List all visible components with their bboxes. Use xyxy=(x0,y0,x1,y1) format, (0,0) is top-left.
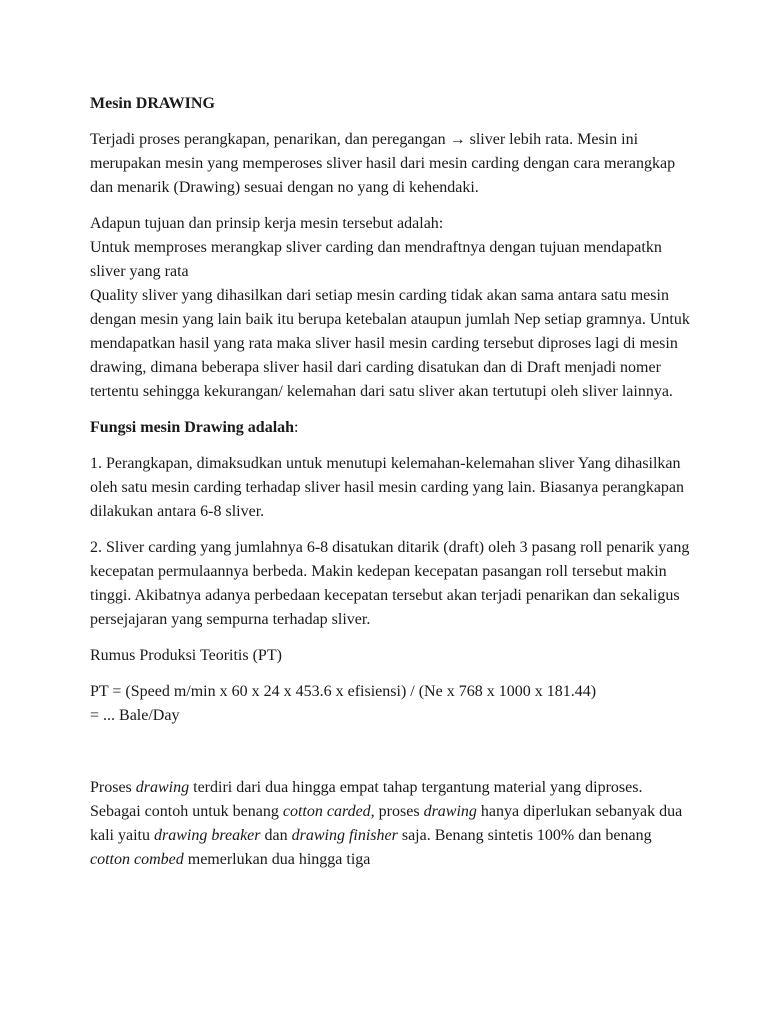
formula xyxy=(90,680,690,728)
document-page xyxy=(90,92,690,884)
function-heading-text: Fungsi mesin Drawing adalah xyxy=(90,419,295,436)
process-text: saja. Benang sintetis 100% dan benang xyxy=(397,827,652,844)
process-term: cotton combed xyxy=(90,851,184,868)
function-item-2: 2. Sliver carding yang jumlahnya 6-8 disatukan ditarik (draft) oleh 3 pasang roll penarik yang kecepatan permulaannya berbeda. Makin kedepan kecepatan pasangan roll tersebut makin tinggi. Akibatnya adanya perbedaan kecepatan tersebut akan terjadi penarikan dan sekaligus persejajaran yang sempurna terhadap sliver. xyxy=(90,539,690,628)
process-text: dan xyxy=(260,827,292,844)
purpose-line-1: Untuk memproses merangkap sliver carding dan mendraftnya dengan tujuan mendapatkn sliver yang rata xyxy=(90,239,662,280)
purpose-paragraph xyxy=(90,212,690,404)
formula-label: Rumus Produksi Teoritis (PT) xyxy=(90,647,282,664)
process-term: drawing xyxy=(423,803,477,820)
intro-paragraph: Terjadi proses perangkapan, penarikan, dan peregangan → sliver lebih rata. Mesin ini merupakan mesin yang memperoses sliver hasil dari mesin carding dengan cara merangkap dan menarik (Drawing) sesuai dengan no yang di kehendaki. xyxy=(90,131,676,196)
process-term: drawing finisher xyxy=(291,827,398,844)
process-text: Proses xyxy=(90,779,136,796)
function-heading-colon: : xyxy=(294,419,299,436)
process-text: memerlukan dua hingga tiga xyxy=(183,851,371,868)
purpose-line-2: Quality sliver yang dihasilkan dari setiap mesin carding tidak akan sama antara satu mesin dengan mesin yang lain baik itu berupa ketebalan ataupun jumlah Nep setiap gramnya. Untuk mendapatkan hasil yang rata maka sliver hasil mesin carding tersebut diproses lagi di mesin drawing, dimana beberapa sliver hasil dari carding disatukan dan di Draft menjadi nomer tertentu sehingga kekurangan/ kelemahan dari satu sliver akan tertutupi oleh sliver lainnya. xyxy=(90,287,690,400)
process-term: cotton carded xyxy=(282,803,371,820)
function-heading xyxy=(90,416,690,440)
process-paragraph xyxy=(90,776,690,872)
process-text: terdiri dari dua hingga empat tahap tergantung material yang diproses. Sebagai contoh untuk benang xyxy=(90,779,643,820)
function-item-1: 1. Perangkapan, dimaksudkan untuk menutupi kelemahan-kelemahan sliver Yang dihasilkan oleh satu mesin carding terhadap sliver hasil mesin carding yang lain. Biasanya perangkapan dilakukan antara 6-8 sliver. xyxy=(90,455,685,520)
document-title: Mesin DRAWING xyxy=(90,95,215,112)
process-term: drawing xyxy=(135,779,190,796)
purpose-lead: Adapun tujuan dan prinsip kerja mesin tersebut adalah: xyxy=(90,215,444,232)
process-text: hanya diperlukan sebanyak dua kali yaitu xyxy=(90,803,683,844)
formula-line-2: = ... Bale/Day xyxy=(90,707,180,724)
formula-line-1: PT = (Speed m/min x 60 x 24 x 453.6 x efisiensi) / (Ne x 768 x 1000 x 181.44) xyxy=(90,683,597,700)
process-text: , proses xyxy=(370,803,424,820)
process-term: drawing breaker xyxy=(153,827,261,844)
